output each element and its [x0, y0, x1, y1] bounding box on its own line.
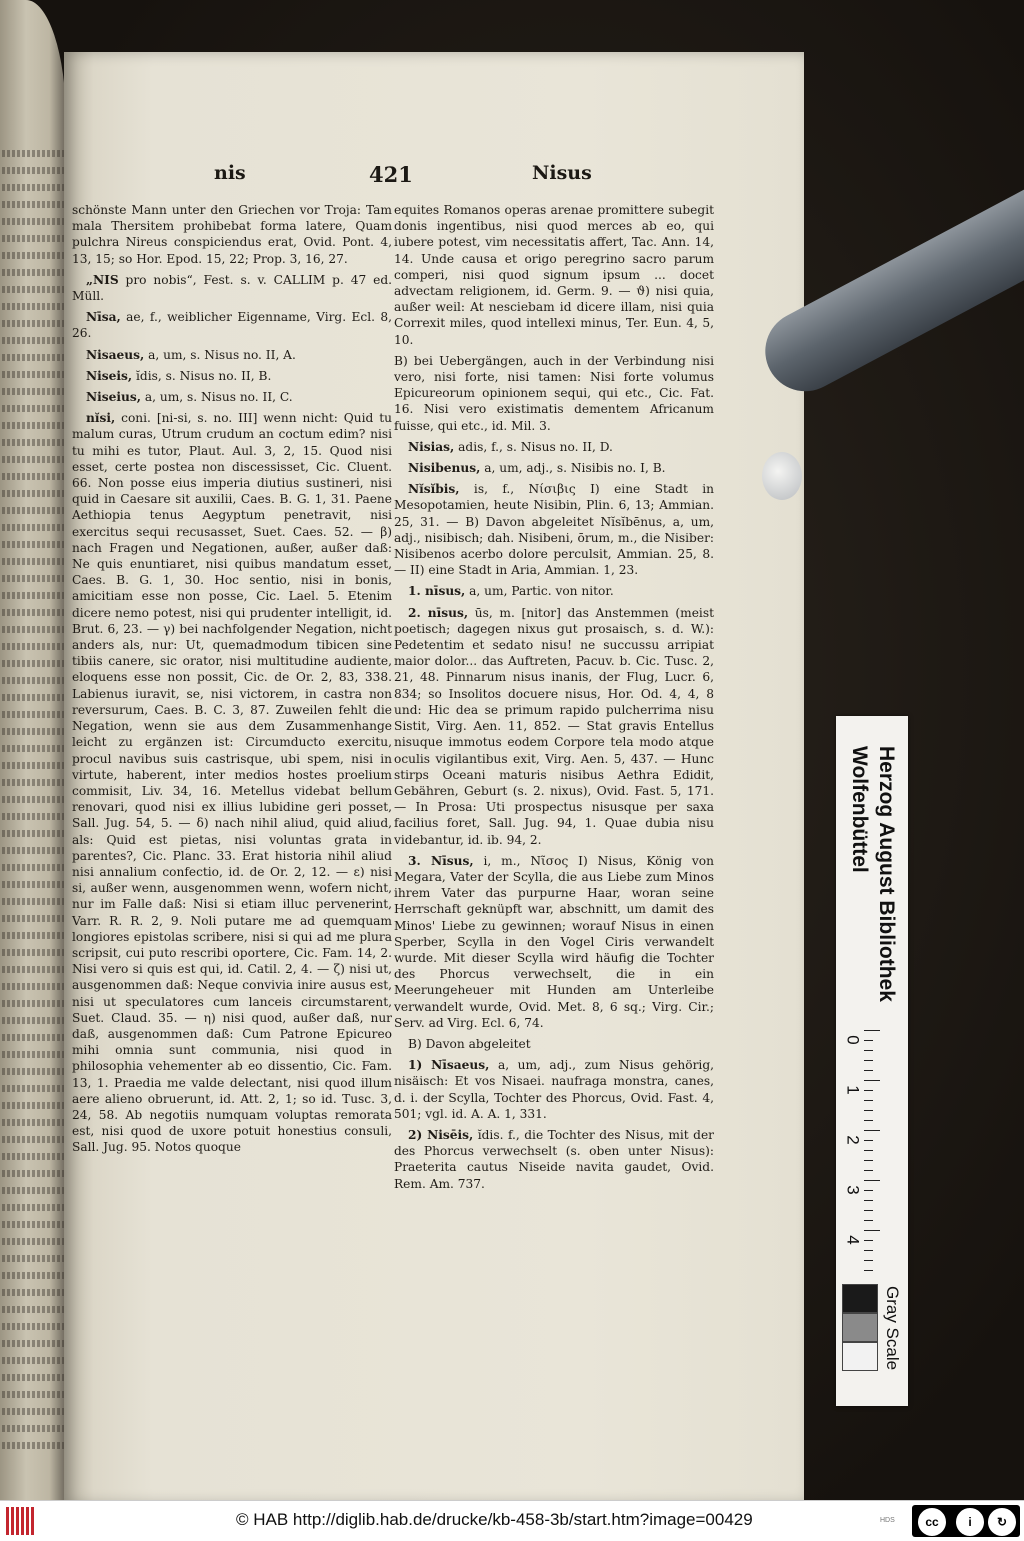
adjacent-page-text-fragment	[2, 898, 64, 905]
scale-tick	[864, 1140, 873, 1141]
adjacent-page-text-fragment	[2, 711, 64, 718]
dictionary-entry	[72, 368, 392, 384]
adjacent-page-text-fragment	[2, 1391, 64, 1398]
entry-lemma: Nĭsĭbis,	[408, 482, 460, 497]
adjacent-page-text-fragment	[2, 847, 64, 854]
entry-text: ūs, m. [nitor] das Anstemmen (meist poetisch; dagegen nixus gut prosaisch, s. d. W.): Pedetentim et sedato nisu! ne succussu arripiat maior dolor... das Auftreten, Pacuv. b. Cic. Tusc. 2, 21, 48. Pinnarum nisus inanis, der Flug, Lucr. 6, 834; so Insolitos docuere nisus, Hor. Od. 4, 4, 8 und: Hic dea se primum rapido pulcherrima nisu Sistit, Virg. Aen. 11, 852. — Stat gravis Entellus nisuque immotus eodem Corpore tela modo atque oculis vigilantibus exit, Virg. Aen. 5, 437. — Hunc stirps Oceani maturis nisibus Aethra Edidit, Gebähren, Geburt (s. 2. nixus), Ovid. Fast. 5, 171. — In Prosa: Uti prospectus nisusque per saxa facilius foret, Sall. Jug. 94, 1. Quae dubia nisu videbantur, id. ib. 94, 2.	[394, 605, 714, 847]
footer-small-mark: HDS	[880, 1517, 895, 1524]
adjacent-page-text-fragment	[2, 269, 64, 276]
scale-tick	[864, 1200, 873, 1201]
adjacent-page-text-fragment	[2, 592, 64, 599]
adjacent-page-text-fragment	[2, 218, 64, 225]
adjacent-page-text-fragment	[2, 694, 64, 701]
entry-lemma: 2) Nisēis,	[408, 1127, 474, 1142]
attribution-icon: i	[956, 1508, 984, 1536]
library-name-line1: Herzog August Bibliothek	[875, 746, 898, 1002]
adjacent-page-text-fragment	[2, 184, 64, 191]
library-name-line2: Wolfenbüttel	[848, 746, 871, 873]
adjacent-page-text-fragment	[2, 286, 64, 293]
adjacent-page-text-fragment	[2, 456, 64, 463]
scale-tick	[864, 1170, 873, 1171]
adjacent-page-text-fragment	[2, 524, 64, 531]
dictionary-paragraph	[394, 1036, 714, 1052]
adjacent-page-text-fragment	[2, 1000, 64, 1007]
gray-scale-label: Gray Scale	[883, 1286, 902, 1371]
adjacent-page-text-fragment	[2, 1374, 64, 1381]
scale-tick	[864, 1050, 873, 1051]
adjacent-page-text-fragment	[2, 932, 64, 939]
adjacent-page-text-fragment	[2, 1306, 64, 1313]
adjacent-page-text-fragment	[2, 150, 64, 157]
scale-number: 1	[843, 1085, 863, 1095]
entry-text: i, m., Νῖσος I) Nisus, König von Megara, Vater der Scylla, die aus Liebe zum Minos ihrem Vater das purpurne Haar, woran seine Herrschaft geknüpft war, abschnitt, um damit des Minos' Liebe zu gewinnen; worauf Nisus in einen Sperber, Scylla in den Vogel Ciris verwandelt wurde. Mit dieser Scylla wird häufig die Tochter des Phorcus verwechselt, die in ein Meerungeheuer mit Hunden am Unterleibe verwandelt wurde, Ovid. Met. 8, 6 sq.; Virg. Cir.; Serv. ad Virg. Ecl. 6, 74.	[394, 853, 714, 1030]
entry-text: ĭdis. f., die Tochter des Nisus, mit der des Phorcus verwechselt (s. oben unter Nisus): Praeterita cautus Niseide navita gaudet, Ovid. Rem. Am. 737.	[394, 1127, 715, 1191]
adjacent-page-text-fragment	[2, 354, 64, 361]
entry-text: a, um, s. Nisus no. II, A.	[144, 347, 296, 362]
dictionary-entry	[394, 605, 714, 848]
adjacent-page-text-fragment	[2, 558, 64, 565]
adjacent-page-text-fragment	[2, 1255, 64, 1262]
scale-tick	[864, 1230, 880, 1231]
scale-tick	[864, 1260, 873, 1261]
adjacent-page-text-fragment	[2, 490, 64, 497]
clamp-tip	[762, 452, 802, 500]
left-column	[72, 202, 392, 1161]
scale-tick	[864, 1160, 873, 1161]
entry-lemma: 1) Nīsaeus,	[408, 1058, 490, 1073]
entry-text: is, f., Νίσιβις I) eine Stadt in Mesopotamien, heute Nisibin, Plin. 6, 13; Ammian. 25, 31. — B) Davon abgeleitet Nĭsĭbēnus, a, um, adj., nisibisch; dah. Nisibeni, ōrum, m., die Nisiber: Nisibenos acerbo dolore perculsit, Ammian. 25, 8. — II) eine Stadt in Aria, Ammian. 1, 23.	[394, 482, 714, 578]
dictionary-entry	[394, 583, 714, 599]
scale-tick	[864, 1130, 880, 1131]
adjacent-page-text-fragment	[2, 915, 64, 922]
measurement-scale	[843, 1030, 882, 1280]
dictionary-entry	[394, 1057, 714, 1122]
entry-lemma: Nisias,	[408, 439, 455, 454]
adjacent-page-text-fragment	[2, 337, 64, 344]
entry-lemma: nĭsi,	[86, 411, 116, 426]
entry-text: ae, f., weiblicher Eigenname, Virg. Ecl. 8, 26.	[72, 310, 392, 341]
page-number: 421	[369, 162, 413, 187]
scale-tick	[864, 1070, 873, 1071]
adjacent-page-text-fragment	[2, 1119, 64, 1126]
logo-bar	[6, 1507, 9, 1535]
scale-number: 3	[843, 1185, 863, 1195]
right-column	[394, 202, 714, 1197]
footer-credit-link[interactable]: © HAB http://diglib.hab.de/drucke/kb-458-3b/start.htm?image=00429	[236, 1510, 753, 1529]
entry-text: adis, f., s. Nisus no. II, D.	[454, 439, 613, 454]
hab-logo-icon	[6, 1507, 40, 1535]
entry-lemma: Nisaeus,	[86, 347, 145, 362]
adjacent-page-text-fragment	[2, 575, 64, 582]
adjacent-page-text-fragment	[2, 252, 64, 259]
scale-tick	[864, 1190, 873, 1191]
adjacent-page-text-fragment	[2, 422, 64, 429]
adjacent-page-text-fragment	[2, 1238, 64, 1245]
adjacent-page-text-fragment	[2, 541, 64, 548]
scale-tick	[864, 1240, 873, 1241]
adjacent-page-text-fragment	[2, 1204, 64, 1211]
cc-icon: cc	[918, 1508, 946, 1536]
adjacent-page-text-fragment	[2, 728, 64, 735]
gray-patch	[842, 1313, 878, 1342]
adjacent-page-text-fragment	[2, 1017, 64, 1024]
scale-tick	[864, 1210, 873, 1211]
logo-bar	[11, 1507, 14, 1535]
adjacent-page-text-fragment	[2, 439, 64, 446]
dictionary-entry	[72, 309, 392, 341]
adjacent-page-text-fragment	[2, 779, 64, 786]
paragraph-text: schönste Mann unter den Griechen vor Troja: Tam mala Thersitem prohibebat forma latere, Quam pulchra Nireus conspiciendus erat, Ovid. Pont. 4, 13, 15; so Hor. Epod. 15, 22; Prop. 3, 16, 27.	[72, 203, 392, 266]
scale-tick	[864, 1150, 873, 1151]
dictionary-entry	[394, 439, 714, 455]
entry-text: a, um, Partic. von nitor.	[465, 584, 614, 599]
adjacent-page-text-fragment	[2, 609, 64, 616]
adjacent-page-text-fragment	[2, 745, 64, 752]
adjacent-page-text-fragment	[2, 983, 64, 990]
logo-bar	[21, 1507, 24, 1535]
adjacent-page-text-fragment	[2, 1272, 64, 1279]
adjacent-page-text-fragment	[2, 762, 64, 769]
adjacent-page-text-fragment	[2, 405, 64, 412]
adjacent-page-text-fragment	[2, 1068, 64, 1075]
scale-tick	[864, 1040, 873, 1041]
adjacent-page-text-fragment	[2, 303, 64, 310]
scale-tick	[864, 1110, 873, 1111]
adjacent-page-text-fragment	[2, 473, 64, 480]
adjacent-page-text-fragment	[2, 830, 64, 837]
entry-lemma: 1. nīsus,	[408, 584, 466, 599]
dictionary-entry	[72, 272, 392, 304]
logo-bar	[16, 1507, 19, 1535]
adjacent-page-text-fragment	[2, 1289, 64, 1296]
entry-text: a, um, adj., zum Nisus gehörig, nisäisch: Et vos Nisaei. naufraga monstra, canes, d. i. der Scylla, Tochter des Phorcus, Ovid. Fast. 4, 501; vgl. id. A. A. 1, 331.	[394, 1058, 714, 1121]
dictionary-entry	[394, 481, 714, 578]
paragraph-text: B) bei Uebergängen, auch in der Verbindung nisi vero, nisi forte, nisi tamen: Nisi forte volumus Epicureorum opinionem sequi, qui etc., Cic. Fat. 16. Nisi vero existimatis dementem Africanum fuisse, qui etc., id. Mil. 3.	[394, 353, 714, 433]
scale-tick	[864, 1180, 880, 1181]
header-left-guideword: nis	[214, 162, 246, 184]
adjacent-page-text-fragment	[2, 813, 64, 820]
adjacent-page-text-fragment	[2, 949, 64, 956]
dictionary-entry	[394, 1127, 714, 1192]
dictionary-entry	[72, 389, 392, 405]
adjacent-page-text-fragment	[2, 320, 64, 327]
adjacent-page-text-fragment	[2, 1442, 64, 1449]
dictionary-entry	[394, 853, 714, 1031]
scale-tick	[864, 1120, 873, 1121]
scale-tick	[864, 1060, 873, 1061]
scale-tick	[864, 1270, 873, 1271]
dictionary-paragraph	[394, 202, 714, 348]
adjacent-page-text-fragment	[2, 388, 64, 395]
scale-number: 0	[843, 1035, 863, 1045]
entry-lemma: Niseis,	[86, 368, 133, 383]
adjacent-page-text-fragment	[2, 1221, 64, 1228]
adjacent-page-text-fragment	[2, 1034, 64, 1041]
footer-bar	[0, 1500, 1024, 1541]
adjacent-page-text-fragment	[2, 660, 64, 667]
gray-patch	[842, 1284, 878, 1313]
cc-license-badge[interactable]	[912, 1505, 1020, 1537]
adjacent-page-text-fragment	[2, 626, 64, 633]
dictionary-page	[64, 52, 804, 1500]
adjacent-page-text-fragment	[2, 966, 64, 973]
entry-text: a, um, s. Nisus no. II, C.	[140, 390, 293, 405]
paragraph-text: equites Romanos operas arenae promittere subegit donis ingentibus, nisi quod merces ab eo, qui iubere potest, vim necessitatis affert, Tac. Ann. 14, 14. Unde causa et origo peregrino sacro parum comperi, nisi quod signum ipsum ... docet advectam religionem, id. Germ. 9. — ϑ) nisi quia, außer weil: At nesciebam id dicere illam, nisi quia Correxit miles, quod intellexi minus, Ter. Eun. 4, 5, 10.	[394, 203, 714, 347]
paragraph-text: B) Davon abgeleitet	[408, 1036, 531, 1051]
adjacent-page-text-fragment	[2, 235, 64, 242]
dictionary-entry	[72, 410, 392, 1155]
entry-text: coni. [ni-si, s. no. III] wenn nicht: Quid tu malum curas, Utrum crudum an coctum edim? nisi tu mihi es tutor, Plaut. Aul. 3, 2, 15. Quod nisi esset, certe postea non discessisset, Cic. Cluent. 66. Non posse eius imperia diutius sustineri, nisi quid in Caesare sit auxilii, Caes. B. G. 1, 31. Paene Aethiopia tenus Aegyptum penetravit, nisi exercitus sequi recusasset, Suet. Caes. 52. — β) nach Fragen und Negationen, außer, außer daß: Ne quis enuntiaret, nisi quibus mandatum esset, Caes. B. G. 1, 30. Hoc sentio, nisi in bonis, amicitiam esse non posse, Cic. Lael. 5. Etenim dicere nemo potest, nisi qui prudenter intelligit, id. Brut. 6, 23. — γ) bei nachfolgender Negation, nicht anders als, nur: Ut, quemadmodum tibicen sine tibiis canere, sic orator, nisi multitudine audiente, eloquens esse non possit, Cic. de Or. 2, 83, 338. Labienus iuravit, se, nisi victorem, in castra non reversurum, Caes. B. C. 3, 87. Zuweilen fehlt die Negation, wenn sie aus dem Zusammenhange leicht zu ergänzen ist: Circumducto exercitu, procul navibus suis castrisque, ubi spem, nisi in virtute, haberent, inter medios hostes proelium commisit, Liv. 34, 16. Metellus videbat bellum renovari, quod nisi ex illius lubidine geri posset, Sall. Jug. 54, 5. — δ) nach nihil aliud, quid aliud, als: Quid est pietas, nisi voluntas grata in parentes?, Cic. Planc. 33. Erat historia nihil aliud nisi annalium confectio, id. de Or. 2, 12. — ε) nisi si, außer wenn, ausgenommen wenn, wofern nicht, nur im Falle daß: Nisi si etiam illuc pervenerint, Varr. R. R. 2, 9. Noli putare me ad quemquam longiores epistolas scribere, nisi si qui ad me plura scripsit, cui puto rescribi oportere, Cic. Fam. 14, 2. Nisi vero si quis est qui, id. Catil. 2, 4. — ζ) nisi ut, ausgenommen daß: Neque convivia inire ausus est, nisi ut speculatores cum lanceis circumstarent, Suet. Claud. 35. — η) nisi quod, außer daß, nur daß, ausgenommen daß: Cum Patrone Epicureo mihi omnia sunt communia, nisi quod in philosophia vehementer ab eo dissentio, Cic. Fam. 13, 1. Praedia me valde delectant, nisi quod illum aere alieno obruerunt, id. Att. 2, 1; so id. Tusc. 3, 24, 58. Ab negotiis numquam voluptas remorata est, nisi quod de uxore potuit honestius consuli, Sall. Jug. 95. Notos quoque	[72, 411, 392, 1155]
entry-lemma: Nīsa,	[86, 310, 121, 325]
dictionary-entry	[394, 460, 714, 476]
logo-bar	[26, 1507, 29, 1535]
page-header	[214, 162, 634, 192]
adjacent-page-text-fragment	[2, 1153, 64, 1160]
scale-tick	[864, 1080, 880, 1081]
gray-patch	[842, 1342, 878, 1371]
adjacent-page-text-fragment	[2, 371, 64, 378]
adjacent-page-text-fragment	[2, 881, 64, 888]
dictionary-paragraph	[394, 353, 714, 434]
entry-lemma: Nisibenus,	[408, 461, 481, 476]
entry-lemma: „NIS	[86, 272, 119, 287]
adjacent-page-text-fragment	[2, 201, 64, 208]
adjacent-page-text-fragment	[2, 1085, 64, 1092]
header-right-guideword: Nisus	[532, 162, 592, 184]
scale-tick	[864, 1220, 873, 1221]
license-sa-label: SA	[994, 1529, 1004, 1536]
entry-lemma: 3. Nīsus,	[408, 853, 474, 868]
adjacent-page-text-fragment	[2, 1425, 64, 1432]
adjacent-page-text-fragment	[2, 1408, 64, 1415]
adjacent-page-text-fragment	[2, 1357, 64, 1364]
entry-lemma: Niseius,	[86, 390, 141, 405]
adjacent-page-text-fragment	[2, 643, 64, 650]
adjacent-page-text-fragment	[2, 677, 64, 684]
scale-number: 4	[843, 1235, 863, 1245]
scale-tick	[864, 1100, 873, 1101]
entry-text: pro nobis“, Fest. s. v. CALLIM p. 47 ed. Müll.	[72, 272, 392, 304]
dictionary-entry	[72, 347, 392, 363]
license-by-label: BY	[962, 1529, 972, 1536]
adjacent-page-text-fragment	[2, 1187, 64, 1194]
entry-text: ĭdis, s. Nisus no. II, B.	[132, 368, 272, 383]
adjacent-page-text-fragment	[2, 1136, 64, 1143]
scale-tick	[864, 1090, 873, 1091]
scale-tick	[864, 1030, 880, 1031]
adjacent-page-text-fragment	[2, 1051, 64, 1058]
share-alike-icon: ↻	[988, 1508, 1016, 1536]
adjacent-page-edge	[0, 0, 66, 1500]
adjacent-page-text-fragment	[2, 1170, 64, 1177]
adjacent-page-text-fragment	[2, 796, 64, 803]
adjacent-page-text-fragment	[2, 507, 64, 514]
entry-text: a, um, adj., s. Nisibis no. I, B.	[480, 461, 666, 476]
gray-scale-patches	[842, 1284, 878, 1372]
adjacent-page-text-fragment	[2, 1323, 64, 1330]
scale-number: 2	[843, 1135, 863, 1145]
entry-lemma: 2. nīsus,	[408, 605, 469, 620]
adjacent-page-text-fragment	[2, 167, 64, 174]
adjacent-page-text-fragment	[2, 1102, 64, 1109]
scale-tick	[864, 1250, 873, 1251]
dictionary-paragraph	[72, 202, 392, 267]
adjacent-page-text-fragment	[2, 864, 64, 871]
logo-bar	[31, 1507, 34, 1535]
adjacent-page-text-fragment	[2, 1340, 64, 1347]
